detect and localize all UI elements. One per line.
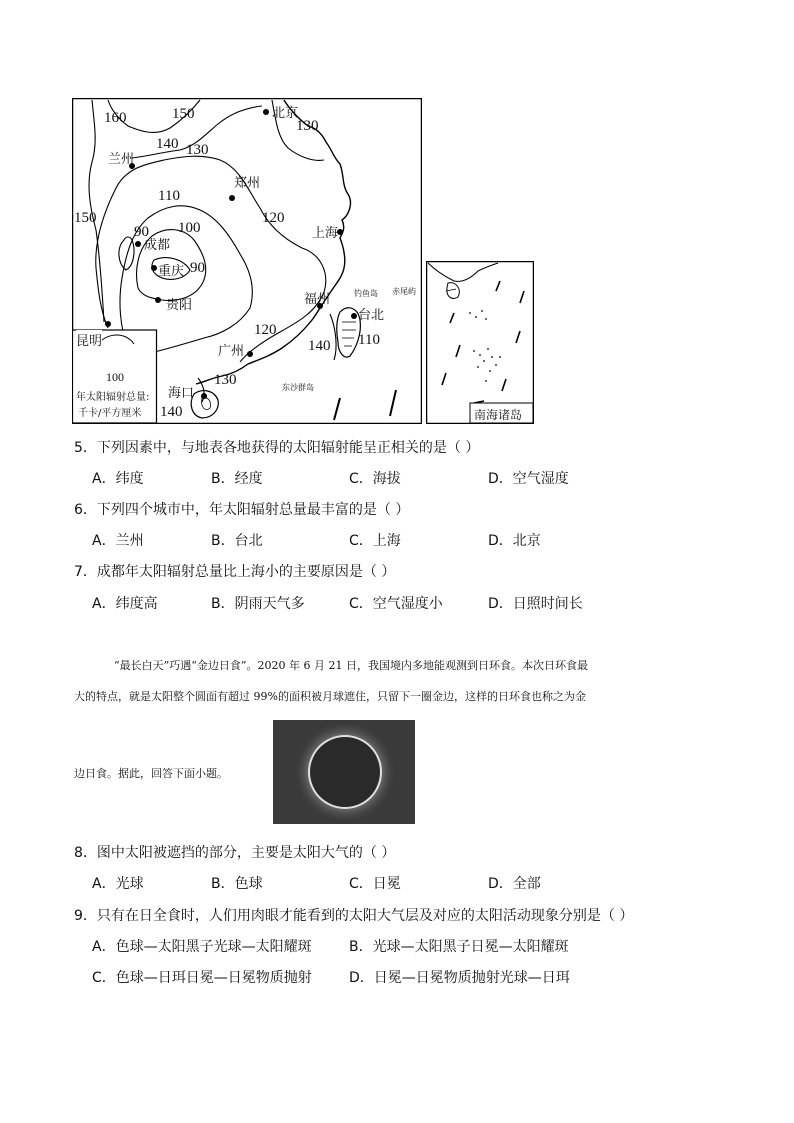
question-6-option-a: A．兰州	[92, 533, 144, 549]
south-china-sea-inset	[426, 261, 534, 424]
question-7-option-b: B．阴雨天气多	[211, 596, 305, 612]
question-9-option-a: A．色球—太阳黑子光球—太阳耀斑	[92, 939, 312, 955]
contour-label: 130	[186, 142, 209, 158]
question-9-option-b: B．光球—太阳黑子日冕—太阳耀斑	[349, 939, 569, 955]
contour-label: 130	[214, 372, 237, 388]
question-7-option-c: C．空气湿度小	[349, 596, 443, 612]
contour-label: 90	[190, 260, 205, 276]
island-label-chiwei: 赤尾屿	[392, 287, 416, 296]
city-label-taibei: 台北	[358, 308, 385, 323]
solar-radiation-map	[72, 98, 422, 424]
city-label-guiyang: 贵阳	[166, 298, 193, 313]
eclipse-svg	[273, 720, 415, 824]
question-9-option-c: C．色球—日珥日冕—日冕物质抛射	[92, 970, 312, 986]
contour-label: 110	[158, 188, 180, 204]
contour-label: 150	[172, 106, 195, 122]
contour-label: 140	[308, 338, 331, 354]
question-7-stem: 7．成都年太阳辐射总量比上海小的主要原因是（ ）	[74, 564, 396, 580]
contour-label: 150	[74, 210, 97, 226]
contour-label: 130	[296, 118, 319, 134]
question-9-option-d: D．日冕—日冕物质抛射光球—日珥	[349, 970, 570, 986]
contour-label: 160	[104, 110, 127, 126]
question-8-stem: 8．图中太阳被遮挡的部分，主要是太阳大气的（ ）	[74, 845, 396, 861]
city-label-guangzhou: 广州	[218, 344, 245, 359]
city-label-haikou: 海口	[168, 386, 195, 401]
contour-label: 100	[178, 220, 201, 236]
question-8-option-a: A．光球	[92, 876, 144, 892]
legend-unit: 千卡/平方厘米	[78, 408, 142, 419]
question-7-option-d: D．日照时间长	[488, 596, 583, 612]
contour-label: 140	[160, 404, 183, 420]
question-6-option-d: D．北京	[488, 533, 541, 549]
passage-line-1: “最长白天”巧遇“金边日食”。2020 年 6 月 21 日，我国境内多地能观测到日环食。本次日环食最	[114, 659, 588, 672]
question-6-stem: 6．下列四个城市中，年太阳辐射总量最丰富的是（ ）	[74, 502, 410, 518]
legend-title: 年太阳辐射总量:	[76, 392, 150, 403]
question-9-stem: 9．只有在日全食时，人们用肉眼才能看到的太阳大气层及对应的太阳活动现象分别是（ ）	[74, 908, 634, 924]
passage-line-3: 边日食。据此，回答下面小题。	[74, 767, 228, 780]
city-label-kunming: 昆明	[76, 330, 102, 349]
city-label-beijing: 北京	[272, 106, 299, 121]
city-label-chengdu: 成都	[144, 238, 171, 253]
map-svg	[72, 98, 422, 424]
question-5-option-c: C．海拔	[349, 471, 401, 487]
question-8-option-b: B．色球	[211, 876, 263, 892]
annular-eclipse-photo	[273, 720, 415, 824]
question-5-stem: 5．下列因素中，与地表各地获得的太阳辐射能呈正相关的是（ ）	[74, 440, 480, 456]
legend-value: 100	[106, 370, 124, 384]
question-6-option-b: B．台北	[211, 533, 263, 549]
island-label-dongsha: 东沙群岛	[282, 383, 314, 392]
city-label-zhengzhou: 郑州	[234, 176, 261, 191]
question-5-option-a: A．纬度	[92, 471, 144, 487]
question-5-option-d: D．空气湿度	[488, 471, 569, 487]
passage-line-2: 大的特点，就是太阳整个圆面有超过 99%的面积被月球遮住，只留下一圈金边，这样的日环食也称之为金	[74, 690, 586, 703]
question-8-option-c: C．日冕	[349, 876, 401, 892]
inset-svg	[426, 261, 534, 424]
contour-label: 120	[254, 322, 277, 338]
city-label-chongqing: 重庆	[158, 264, 185, 279]
question-8-option-d: D．全部	[488, 876, 541, 892]
contour-label: 90	[134, 224, 149, 240]
contour-label: 140	[156, 136, 179, 152]
city-label-fuzhou: 福州	[304, 292, 331, 307]
contour-label: 120	[262, 210, 285, 226]
question-5-option-b: B．经度	[211, 471, 263, 487]
city-label-shanghai: 上海	[312, 226, 339, 241]
question-6-option-c: C．上海	[349, 533, 401, 549]
contour-label: 110	[358, 332, 380, 348]
island-label-diaoyu: 钓鱼岛	[354, 289, 378, 298]
city-label-lanzhou: 兰州	[108, 152, 135, 167]
inset-label: 南海诸岛	[474, 408, 523, 422]
question-7-option-a: A．纬度高	[92, 596, 158, 612]
